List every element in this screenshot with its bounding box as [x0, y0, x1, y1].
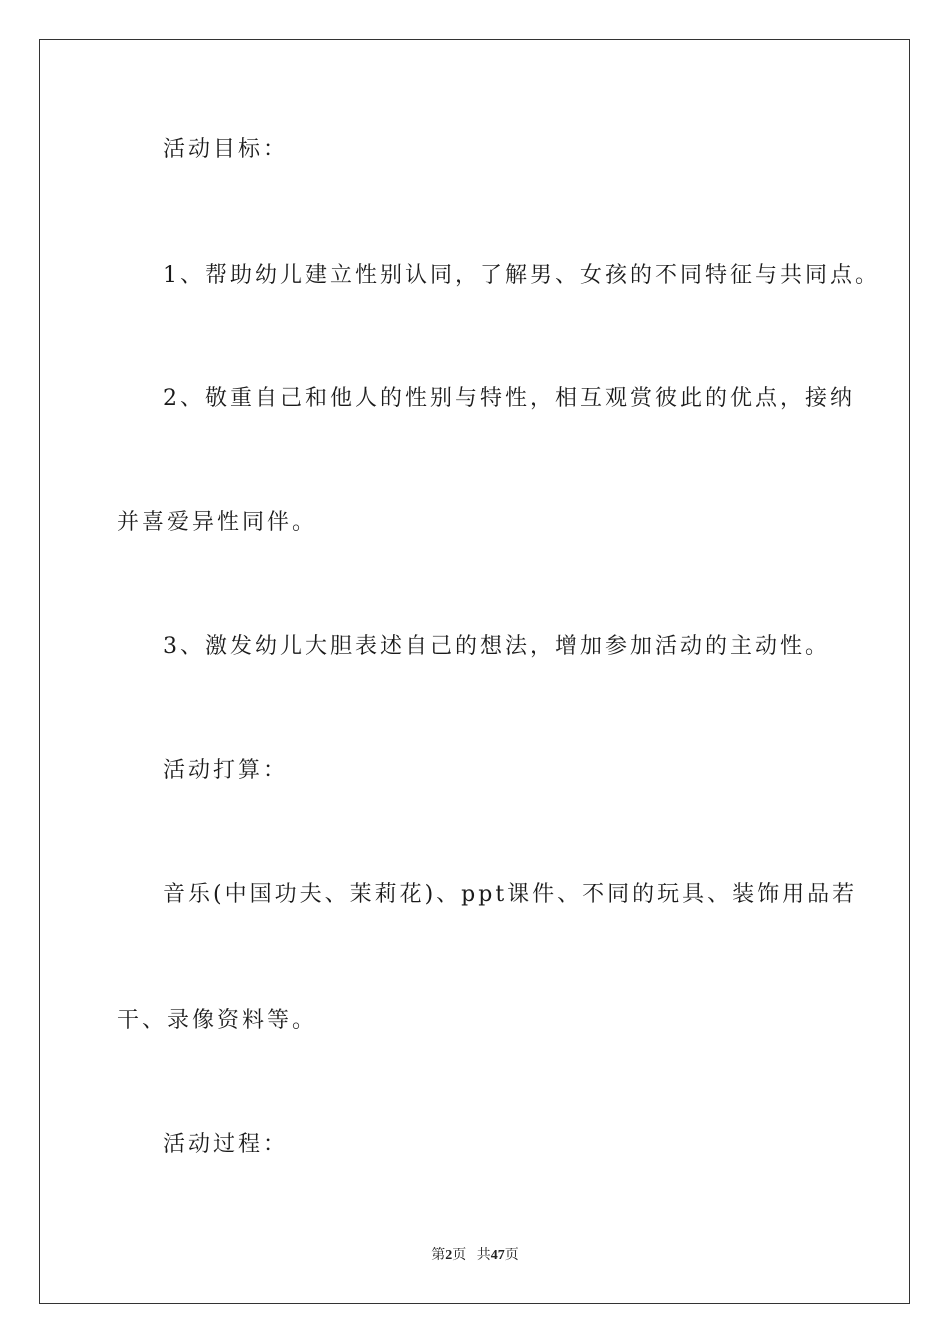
page-footer	[0, 1246, 950, 1266]
footer-page-number: 2	[445, 1248, 453, 1263]
footer-total-pages: 47	[490, 1248, 505, 1263]
goal-item-2-line-2: 并喜爱异性同伴。	[117, 510, 318, 535]
heading-activity-preparation: 活动打算：	[163, 758, 289, 783]
goal-item-1: 1、帮助幼儿建立性别认同，了解男、女孩的不同特征与共同点。	[163, 263, 880, 288]
goal-item-3: 3、激发幼儿大胆表述自己的想法，增加参加活动的主动性。	[163, 634, 830, 659]
heading-activity-process: 活动过程：	[163, 1132, 289, 1157]
preparation-line-2: 干、录像资料等。	[117, 1008, 318, 1033]
goal-item-2-line-1: 2、敬重自己和他人的性别与特性，相互观赏彼此的优点，接纳	[163, 386, 855, 411]
footer-total-suffix: 页	[504, 1248, 519, 1263]
footer-page-prefix: 第	[431, 1248, 446, 1263]
page-border	[39, 39, 910, 1304]
footer-total-prefix: 共	[476, 1248, 491, 1263]
footer-page-suffix: 页	[452, 1248, 467, 1263]
preparation-line-1: 音乐(中国功夫、茉莉花)、ppt课件、不同的玩具、装饰用品若	[163, 882, 858, 907]
heading-activity-goals: 活动目标：	[163, 137, 289, 162]
